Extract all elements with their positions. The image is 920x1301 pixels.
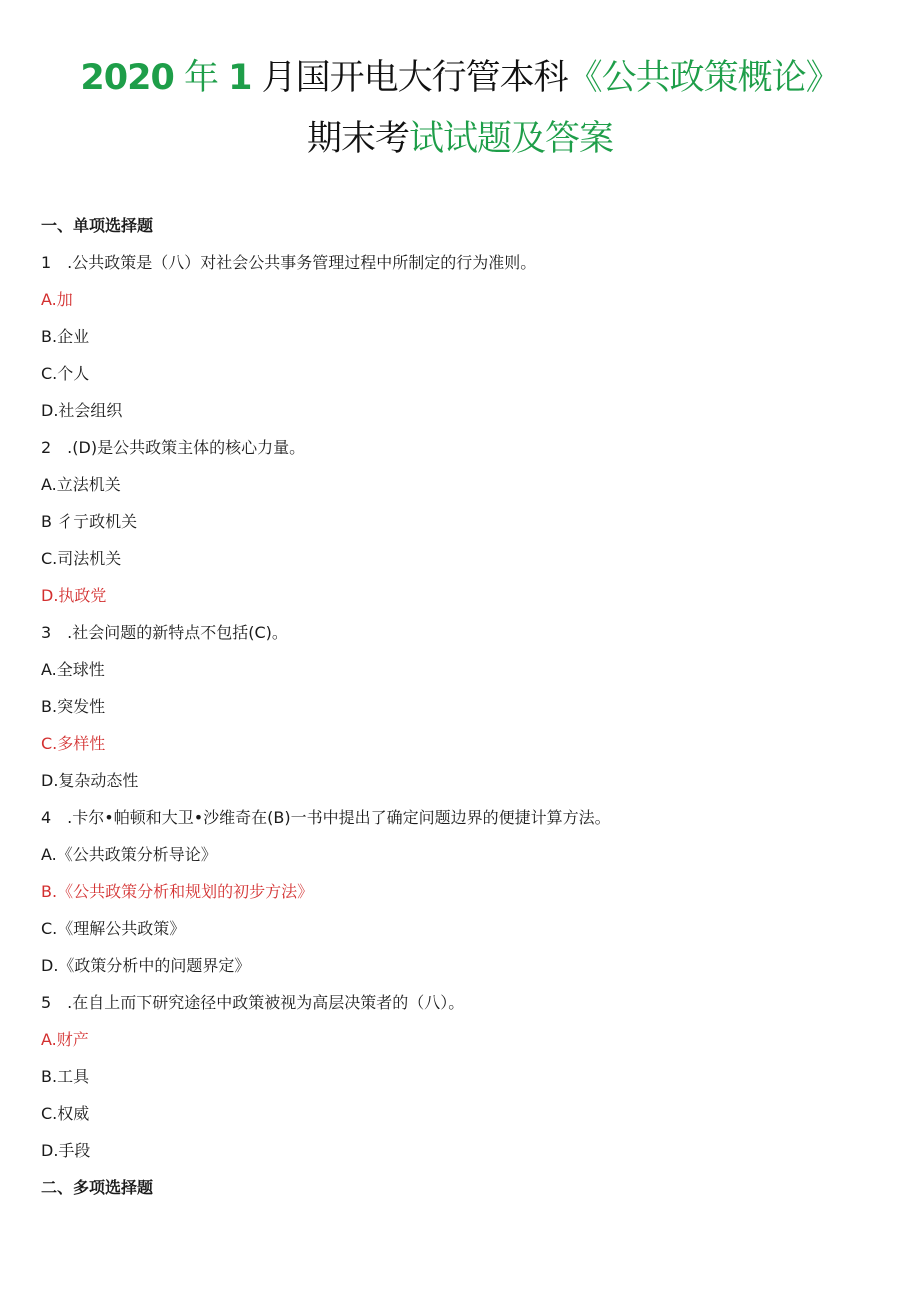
question-text: 1 .公共政策是（八）对社会公共事务管理过程中所制定的行为准则。 [41,253,537,272]
correct-answer-option: B.《公共政策分析和规划的初步方法》 [41,882,314,901]
option-line: D.《政策分析中的问题界定》 [41,956,251,975]
option-line: C.个人 [41,364,90,383]
option-line: B.企业 [41,327,90,346]
document-title-line-1 [0,56,920,100]
section-heading: 二、多项选择题 [41,1178,154,1197]
option-line: B.工具 [41,1067,90,1086]
document-title-line-2 [0,117,920,161]
question-text: 3 .社会问题的新特点不包括(C)。 [41,623,288,642]
exam-content [41,210,611,1209]
question-text: 4 .卡尔•帕顿和大卫•沙维奇在(B)一书中提出了确定问题边界的便捷计算方法。 [41,808,611,827]
title-segment: 月国开电大行管本科 [251,58,568,98]
question-text: 2 .(D)是公共政策主体的核心力量。 [41,438,306,457]
correct-answer-option: A.加 [41,290,73,309]
title-segment: 期末考 [306,119,409,159]
correct-answer-option: D.执政党 [41,586,107,605]
option-line: D.手段 [41,1141,91,1160]
option-line: A.《公共政策分析导论》 [41,845,217,864]
option-line: B 彳亍政机关 [41,512,138,531]
title-segment: 《公共政策概论》 [567,58,840,98]
title-segment: 2020 [80,58,174,98]
section-heading: 一、单项选择题 [41,216,154,235]
option-line: C.司法机关 [41,549,122,568]
correct-answer-option: A.财产 [41,1030,89,1049]
correct-answer-option: C.多样性 [41,734,106,753]
option-line: D.社会组织 [41,401,123,420]
question-text: 5 .在自上而下研究途径中政策被视为高层决策者的（八）。 [41,993,465,1012]
title-segment: 1 [228,58,252,98]
option-line: A.全球性 [41,660,105,679]
option-line: C.权威 [41,1104,90,1123]
option-line: D.复杂动态性 [41,771,139,790]
option-line: A.立法机关 [41,475,121,494]
option-line: C.《理解公共政策》 [41,919,186,938]
option-line: B.突发性 [41,697,106,716]
title-segment: 试试题及答案 [409,119,614,159]
title-segment: 年 [173,58,229,98]
